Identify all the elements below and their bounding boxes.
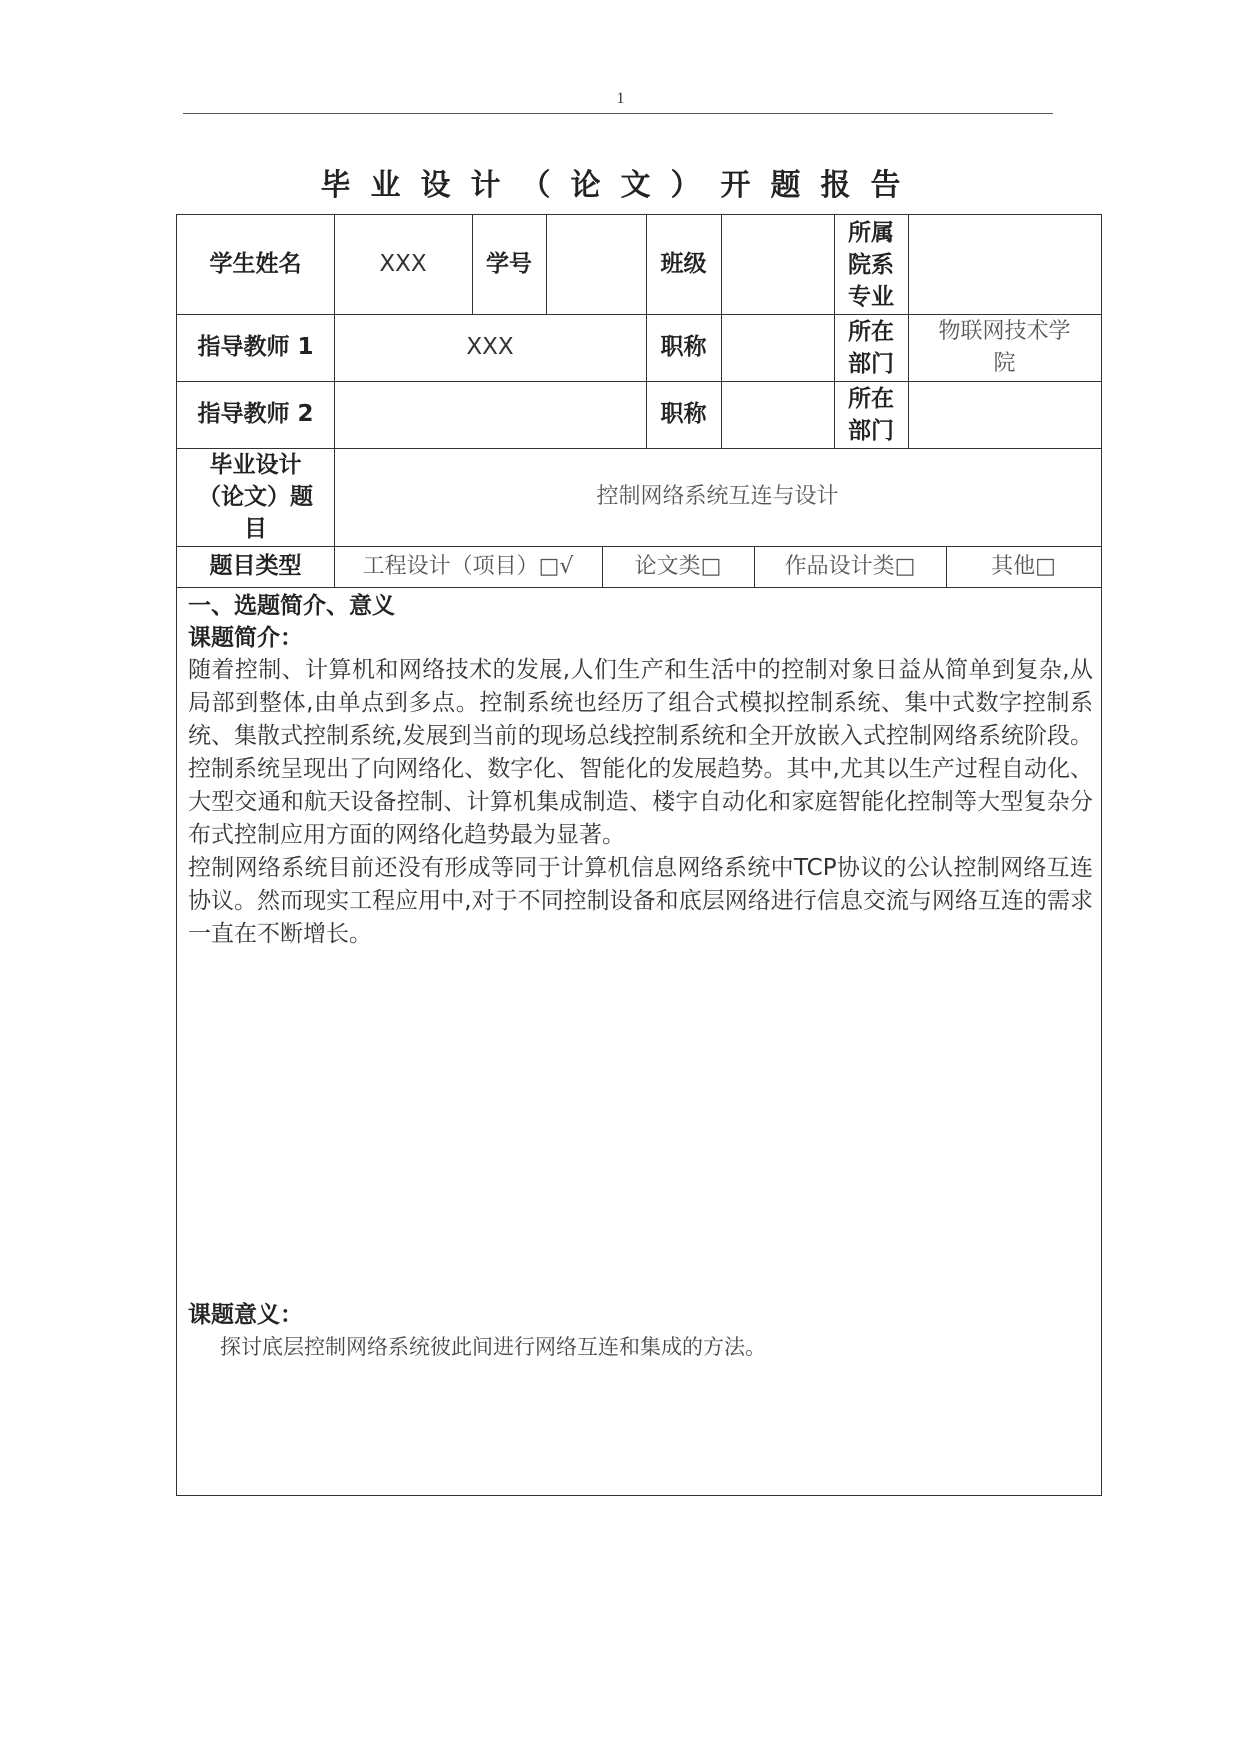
section-intro xyxy=(188,590,1093,951)
type-option-engineering[interactable]: 工程设计（项目）□√ xyxy=(362,553,574,579)
intro-heading: 课题简介： xyxy=(188,625,303,651)
student-name-value: XXX xyxy=(379,250,427,277)
advisor2-value xyxy=(334,381,646,448)
department-major-value xyxy=(908,215,1101,314)
header-rule xyxy=(183,113,1053,114)
department-major-label-line: 专业 xyxy=(848,283,894,310)
advisor2-dept-label-line: 部门 xyxy=(848,417,894,444)
topic-type-label: 题目类型 xyxy=(209,552,302,579)
department-major-label xyxy=(834,215,908,314)
advisor2-label: 指导教师 2 xyxy=(197,400,314,427)
department-major-label-line: 所属 xyxy=(848,219,894,246)
row-divider xyxy=(177,587,1101,588)
type-option-thesis[interactable]: 论文类□ xyxy=(634,553,722,579)
department-major-label-line: 院系 xyxy=(848,251,894,278)
advisor2-title-label: 职称 xyxy=(660,400,707,427)
advisor2-title-value xyxy=(721,381,834,448)
student-id-value xyxy=(546,215,646,314)
advisor1-title-value xyxy=(721,314,834,381)
student-id-label: 学号 xyxy=(486,250,532,277)
topic-value: 控制网络系统互连与设计 xyxy=(596,484,839,510)
type-option-other[interactable]: 其他□ xyxy=(991,553,1056,579)
advisor1-title-label: 职称 xyxy=(660,333,707,360)
advisor1-label: 指导教师 1 xyxy=(197,333,314,360)
advisor1-dept-label-line: 所在 xyxy=(848,318,894,345)
page-number: 1 xyxy=(616,90,625,107)
advisor2-dept-label xyxy=(834,381,908,448)
advisor1-dept-value-line: 物联网技术学 xyxy=(938,318,1071,344)
meaning-body: 探讨底层控制网络系统彼此间进行网络互连和集成的方法。 xyxy=(220,1335,766,1359)
advisor1-dept-label xyxy=(834,314,908,381)
document-title: 毕业设计（论文）开题报告 xyxy=(320,168,921,203)
advisor1-dept-value-line: 院 xyxy=(993,350,1016,376)
topic-label-line: 毕业设计 xyxy=(209,452,302,478)
advisor2-dept-value xyxy=(908,381,1101,448)
topic-label-line: （论文）题 xyxy=(198,484,313,510)
class-value xyxy=(721,215,834,314)
advisor1-dept-label-line: 部门 xyxy=(848,350,894,377)
advisor1-value: XXX xyxy=(466,333,514,360)
intro-paragraph: 控制网络系统目前还没有形成等同于计算机信息网络系统中TCP协议的公认控制网络互连协议。然而现实工程应用中,对于不同控制设备和底层网络进行信息交流与网络互连的需求一直在不断增长。 xyxy=(188,855,1093,947)
section-meaning xyxy=(188,1299,1093,1363)
topic-label xyxy=(177,448,334,546)
topic-label-line: 目 xyxy=(244,516,267,542)
advisor2-dept-label-line: 所在 xyxy=(848,385,894,412)
class-label: 班级 xyxy=(660,250,707,277)
intro-paragraph: 随着控制、计算机和网络技术的发展,人们生产和生活中的控制对象日益从简单到复杂,从局部到整体,由单点到多点。控制系统也经历了组合式模拟控制系统、集中式数字控制系统、集散式控制系统,发展到当前的现场总线控制系统和全开放嵌入式控制网络系统阶段。控制系统呈现出了向网络化、数字化、智能化的发展趋势。其中,尤其以生产过程自动化、大型交通和航天设备控制、计算机集成制造、楼宇自动化和家庭智能化控制等大型复杂分布式控制应用方面的网络化趋势最为显著。 xyxy=(188,657,1093,848)
section-heading: 一、选题简介、意义 xyxy=(188,593,395,619)
student-name-label: 学生姓名 xyxy=(209,250,302,277)
type-option-work-design[interactable]: 作品设计类□ xyxy=(784,553,916,579)
meaning-heading: 课题意义： xyxy=(188,1302,303,1328)
advisor1-dept-value xyxy=(908,314,1101,381)
